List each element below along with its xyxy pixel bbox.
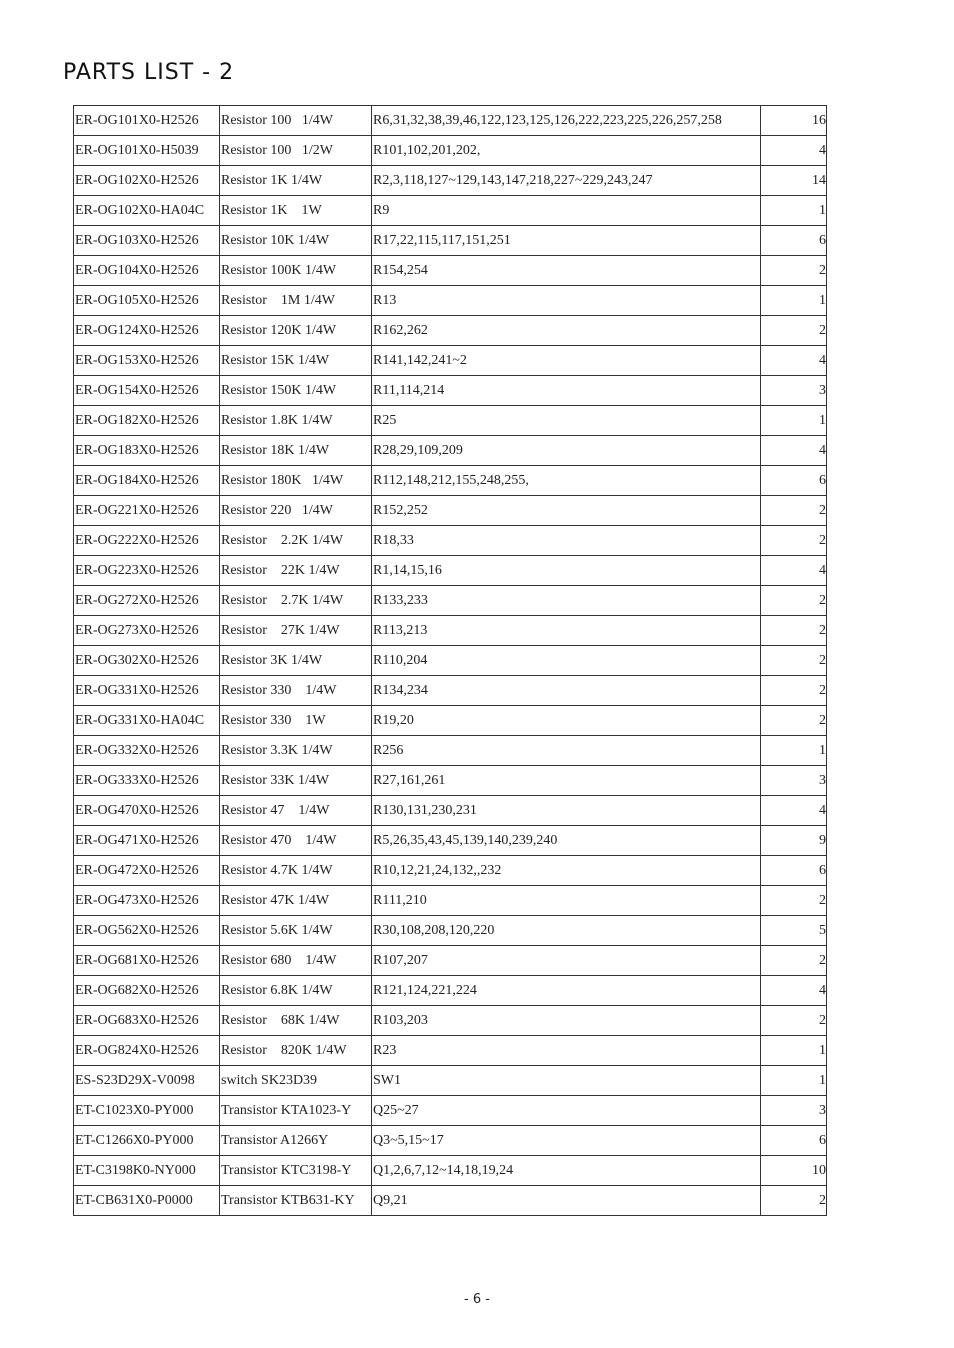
description-cell: Resistor 4.7K 1/4W <box>220 856 372 886</box>
quantity-cell: 14 <box>761 166 827 196</box>
table-row <box>74 706 827 736</box>
part-code-cell: ER-OG182X0-H2526 <box>74 406 220 436</box>
quantity-cell: 1 <box>761 1036 827 1066</box>
quantity-cell: 6 <box>761 1126 827 1156</box>
location-cell: R101,102,201,202, <box>372 136 761 166</box>
part-code-cell: ER-OG183X0-H2526 <box>74 436 220 466</box>
table-row <box>74 976 827 1006</box>
description-cell: Resistor 1M 1/4W <box>220 286 372 316</box>
table-row <box>74 586 827 616</box>
description-cell: Resistor 100 1/4W <box>220 106 372 136</box>
part-code-cell: ER-OG302X0-H2526 <box>74 646 220 676</box>
location-cell: R113,213 <box>372 616 761 646</box>
quantity-cell: 2 <box>761 526 827 556</box>
location-cell: R10,12,21,24,132,,232 <box>372 856 761 886</box>
location-cell: R1,14,15,16 <box>372 556 761 586</box>
description-cell: Resistor 330 1W <box>220 706 372 736</box>
location-cell: R5,26,35,43,45,139,140,239,240 <box>372 826 761 856</box>
description-cell: Resistor 5.6K 1/4W <box>220 916 372 946</box>
table-row <box>74 1186 827 1216</box>
part-code-cell: ER-OG682X0-H2526 <box>74 976 220 1006</box>
description-cell: Resistor 2.7K 1/4W <box>220 586 372 616</box>
location-cell: Q3~5,15~17 <box>372 1126 761 1156</box>
part-code-cell: ER-OG105X0-H2526 <box>74 286 220 316</box>
quantity-cell: 2 <box>761 1006 827 1036</box>
table-row <box>74 466 827 496</box>
table-row <box>74 1006 827 1036</box>
part-code-cell: ER-OG333X0-H2526 <box>74 766 220 796</box>
table-row <box>74 286 827 316</box>
description-cell: Resistor 22K 1/4W <box>220 556 372 586</box>
description-cell: switch SK23D39 <box>220 1066 372 1096</box>
quantity-cell: 9 <box>761 826 827 856</box>
table-row <box>74 1096 827 1126</box>
location-cell: R18,33 <box>372 526 761 556</box>
quantity-cell: 2 <box>761 646 827 676</box>
quantity-cell: 4 <box>761 796 827 826</box>
description-cell: Resistor 1K 1W <box>220 196 372 226</box>
table-row <box>74 616 827 646</box>
quantity-cell: 4 <box>761 976 827 1006</box>
part-code-cell: ER-OG154X0-H2526 <box>74 376 220 406</box>
table-row <box>74 106 827 136</box>
part-code-cell: ER-OG471X0-H2526 <box>74 826 220 856</box>
table-row <box>74 676 827 706</box>
part-code-cell: ER-OG473X0-H2526 <box>74 886 220 916</box>
description-cell: Resistor 33K 1/4W <box>220 766 372 796</box>
part-code-cell: ET-CB631X0-P0000 <box>74 1186 220 1216</box>
part-code-cell: ER-OG470X0-H2526 <box>74 796 220 826</box>
description-cell: Resistor 220 1/4W <box>220 496 372 526</box>
description-cell: Resistor 1K 1/4W <box>220 166 372 196</box>
table-row <box>74 166 827 196</box>
quantity-cell: 2 <box>761 586 827 616</box>
description-cell: Resistor 1.8K 1/4W <box>220 406 372 436</box>
table-row <box>74 766 827 796</box>
quantity-cell: 1 <box>761 736 827 766</box>
part-code-cell: ER-OG102X0-H2526 <box>74 166 220 196</box>
location-cell: R9 <box>372 196 761 226</box>
location-cell: Q9,21 <box>372 1186 761 1216</box>
location-cell: R256 <box>372 736 761 766</box>
description-cell: Resistor 150K 1/4W <box>220 376 372 406</box>
location-cell: SW1 <box>372 1066 761 1096</box>
table-row <box>74 196 827 226</box>
part-code-cell: ER-OG153X0-H2526 <box>74 346 220 376</box>
quantity-cell: 3 <box>761 1096 827 1126</box>
part-code-cell: ER-OG223X0-H2526 <box>74 556 220 586</box>
quantity-cell: 2 <box>761 496 827 526</box>
description-cell: Resistor 3K 1/4W <box>220 646 372 676</box>
part-code-cell: ER-OG222X0-H2526 <box>74 526 220 556</box>
table-row <box>74 556 827 586</box>
table-row <box>74 826 827 856</box>
location-cell: R133,233 <box>372 586 761 616</box>
location-cell: R152,252 <box>372 496 761 526</box>
description-cell: Resistor 680 1/4W <box>220 946 372 976</box>
part-code-cell: ER-OG104X0-H2526 <box>74 256 220 286</box>
table-row <box>74 946 827 976</box>
table-row <box>74 916 827 946</box>
location-cell: R107,207 <box>372 946 761 976</box>
quantity-cell: 10 <box>761 1156 827 1186</box>
description-cell: Resistor 100 1/2W <box>220 136 372 166</box>
description-cell: Transistor KTC3198-Y <box>220 1156 372 1186</box>
location-cell: R154,254 <box>372 256 761 286</box>
part-code-cell: ET-C1023X0-PY000 <box>74 1096 220 1126</box>
description-cell: Resistor 2.2K 1/4W <box>220 526 372 556</box>
location-cell: R13 <box>372 286 761 316</box>
table-row <box>74 736 827 766</box>
part-code-cell: ER-OG102X0-HA04C <box>74 196 220 226</box>
quantity-cell: 6 <box>761 466 827 496</box>
location-cell: Q1,2,6,7,12~14,18,19,24 <box>372 1156 761 1186</box>
part-code-cell: ER-OG273X0-H2526 <box>74 616 220 646</box>
description-cell: Resistor 68K 1/4W <box>220 1006 372 1036</box>
quantity-cell: 2 <box>761 706 827 736</box>
table-row <box>74 256 827 286</box>
quantity-cell: 2 <box>761 256 827 286</box>
location-cell: R27,161,261 <box>372 766 761 796</box>
part-code-cell: ER-OG221X0-H2526 <box>74 496 220 526</box>
description-cell: Resistor 15K 1/4W <box>220 346 372 376</box>
quantity-cell: 2 <box>761 616 827 646</box>
description-cell: Resistor 470 1/4W <box>220 826 372 856</box>
table-row <box>74 646 827 676</box>
location-cell: R103,203 <box>372 1006 761 1036</box>
description-cell: Transistor KTB631-KY <box>220 1186 372 1216</box>
part-code-cell: ER-OG681X0-H2526 <box>74 946 220 976</box>
description-cell: Resistor 18K 1/4W <box>220 436 372 466</box>
parts-table-body <box>74 106 827 1216</box>
description-cell: Resistor 47 1/4W <box>220 796 372 826</box>
part-code-cell: ES-S23D29X-V0098 <box>74 1066 220 1096</box>
location-cell: R141,142,241~2 <box>372 346 761 376</box>
location-cell: R30,108,208,120,220 <box>372 916 761 946</box>
location-cell: R19,20 <box>372 706 761 736</box>
quantity-cell: 4 <box>761 346 827 376</box>
location-cell: Q25~27 <box>372 1096 761 1126</box>
table-row <box>74 886 827 916</box>
part-code-cell: ER-OG101X0-H5039 <box>74 136 220 166</box>
table-row <box>74 496 827 526</box>
part-code-cell: ER-OG332X0-H2526 <box>74 736 220 766</box>
page-number: - 6 - <box>464 1292 490 1307</box>
table-row <box>74 1066 827 1096</box>
quantity-cell: 1 <box>761 406 827 436</box>
description-cell: Resistor 330 1/4W <box>220 676 372 706</box>
part-code-cell: ET-C1266X0-PY000 <box>74 1126 220 1156</box>
location-cell: R130,131,230,231 <box>372 796 761 826</box>
quantity-cell: 4 <box>761 136 827 166</box>
quantity-cell: 3 <box>761 766 827 796</box>
page-title: PARTS LIST - 2 <box>63 60 235 85</box>
quantity-cell: 16 <box>761 106 827 136</box>
part-code-cell: ER-OG103X0-H2526 <box>74 226 220 256</box>
location-cell: R134,234 <box>372 676 761 706</box>
table-row <box>74 226 827 256</box>
quantity-cell: 4 <box>761 436 827 466</box>
part-code-cell: ER-OG272X0-H2526 <box>74 586 220 616</box>
table-row <box>74 796 827 826</box>
location-cell: R112,148,212,155,248,255, <box>372 466 761 496</box>
quantity-cell: 1 <box>761 286 827 316</box>
quantity-cell: 5 <box>761 916 827 946</box>
table-row <box>74 1126 827 1156</box>
quantity-cell: 2 <box>761 946 827 976</box>
location-cell: R162,262 <box>372 316 761 346</box>
description-cell: Resistor 180K 1/4W <box>220 466 372 496</box>
location-cell: R2,3,118,127~129,143,147,218,227~229,243,247 <box>372 166 761 196</box>
quantity-cell: 6 <box>761 226 827 256</box>
table-row <box>74 406 827 436</box>
table-row <box>74 856 827 886</box>
location-cell: R110,204 <box>372 646 761 676</box>
description-cell: Resistor 820K 1/4W <box>220 1036 372 1066</box>
quantity-cell: 3 <box>761 376 827 406</box>
part-code-cell: ER-OG683X0-H2526 <box>74 1006 220 1036</box>
location-cell: R111,210 <box>372 886 761 916</box>
table-row <box>74 526 827 556</box>
part-code-cell: ER-OG124X0-H2526 <box>74 316 220 346</box>
location-cell: R11,114,214 <box>372 376 761 406</box>
quantity-cell: 6 <box>761 856 827 886</box>
description-cell: Resistor 10K 1/4W <box>220 226 372 256</box>
description-cell: Resistor 100K 1/4W <box>220 256 372 286</box>
location-cell: R23 <box>372 1036 761 1066</box>
description-cell: Resistor 6.8K 1/4W <box>220 976 372 1006</box>
table-row <box>74 436 827 466</box>
location-cell: R121,124,221,224 <box>372 976 761 1006</box>
part-code-cell: ER-OG331X0-HA04C <box>74 706 220 736</box>
table-row <box>74 1036 827 1066</box>
quantity-cell: 2 <box>761 316 827 346</box>
location-cell: R28,29,109,209 <box>372 436 761 466</box>
table-row <box>74 346 827 376</box>
quantity-cell: 1 <box>761 196 827 226</box>
part-code-cell: ER-OG472X0-H2526 <box>74 856 220 886</box>
description-cell: Transistor A1266Y <box>220 1126 372 1156</box>
description-cell: Resistor 47K 1/4W <box>220 886 372 916</box>
quantity-cell: 4 <box>761 556 827 586</box>
quantity-cell: 2 <box>761 886 827 916</box>
description-cell: Transistor KTA1023-Y <box>220 1096 372 1126</box>
location-cell: R6,31,32,38,39,46,122,123,125,126,222,223,225,226,257,258 <box>372 106 761 136</box>
location-cell: R25 <box>372 406 761 436</box>
description-cell: Resistor 27K 1/4W <box>220 616 372 646</box>
quantity-cell: 2 <box>761 1186 827 1216</box>
part-code-cell: ET-C3198K0-NY000 <box>74 1156 220 1186</box>
part-code-cell: ER-OG562X0-H2526 <box>74 916 220 946</box>
quantity-cell: 2 <box>761 676 827 706</box>
parts-table <box>73 105 827 1216</box>
table-row <box>74 376 827 406</box>
part-code-cell: ER-OG331X0-H2526 <box>74 676 220 706</box>
part-code-cell: ER-OG184X0-H2526 <box>74 466 220 496</box>
table-row <box>74 316 827 346</box>
location-cell: R17,22,115,117,151,251 <box>372 226 761 256</box>
quantity-cell: 1 <box>761 1066 827 1096</box>
table-row <box>74 136 827 166</box>
part-code-cell: ER-OG824X0-H2526 <box>74 1036 220 1066</box>
description-cell: Resistor 120K 1/4W <box>220 316 372 346</box>
table-row <box>74 1156 827 1186</box>
description-cell: Resistor 3.3K 1/4W <box>220 736 372 766</box>
part-code-cell: ER-OG101X0-H2526 <box>74 106 220 136</box>
